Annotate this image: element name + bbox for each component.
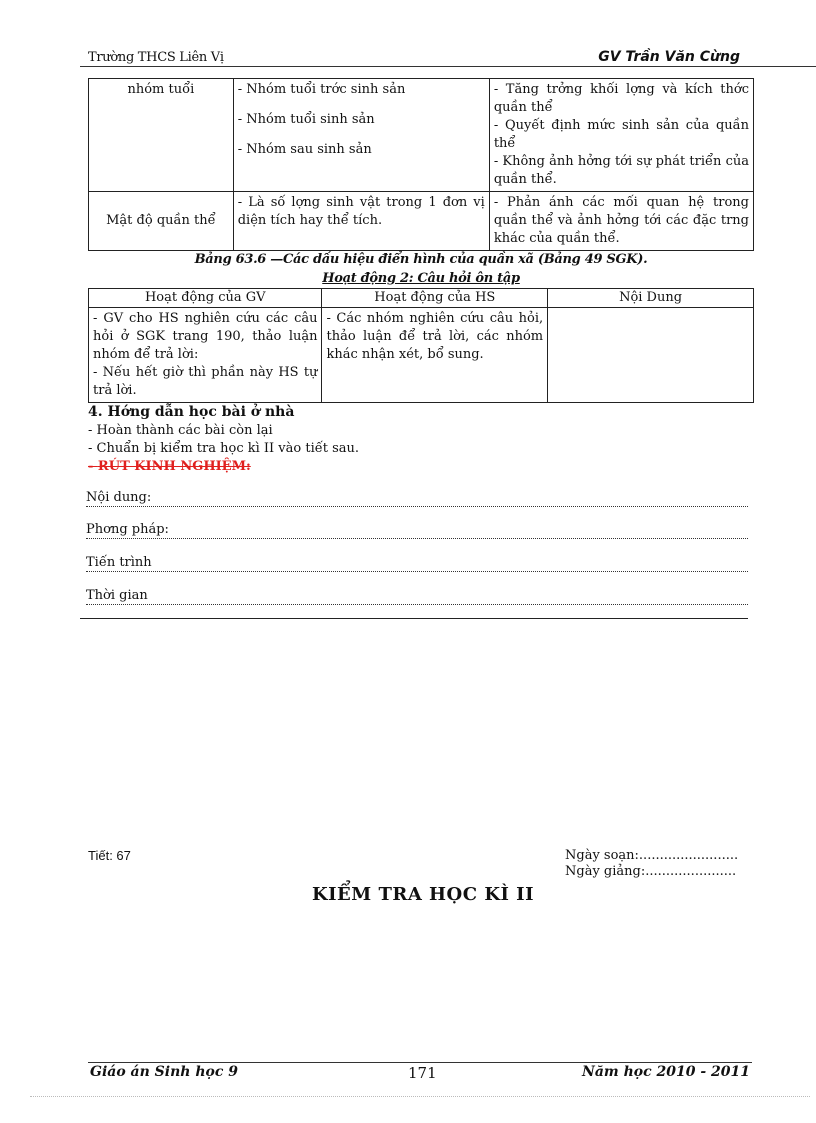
activity-heading: Hoạt động 2: Câu hỏi ôn tập (322, 271, 520, 286)
homework-heading: 4. Hớng dẫn học bài ở nhà (88, 404, 295, 420)
table-cell (233, 79, 489, 192)
activity-table (88, 288, 754, 403)
content-cell (548, 308, 754, 403)
table-cell (89, 192, 234, 251)
gv-cell (89, 308, 322, 403)
table-cell (89, 79, 234, 192)
table-row (89, 79, 754, 192)
table-caption: Bảng 63.6 —Các dấu hiệu điển hình của quần xã (Bảng 49 SGK). (194, 252, 648, 267)
homework-item: - Chuẩn bị kiểm tra học kì II vào tiết sau. (88, 441, 360, 456)
homework-item: - Hoàn thành các bài còn lại (88, 423, 273, 438)
row-label: Mật độ quần thể (106, 213, 216, 228)
note-line-method: Phơng pháp: (86, 522, 748, 539)
table-cell (233, 192, 489, 251)
cell-line: - Không ảnh hởng tới sự phát triển của quần thể. (493, 154, 749, 187)
table-row (89, 192, 754, 251)
cell-line: - Nhóm sau sinh sản (237, 142, 372, 157)
page-number: 171 (408, 1064, 437, 1082)
prep-date: Ngày soạn:........................ (565, 848, 739, 863)
header-teacher: GV Trần Văn Cừng (598, 49, 740, 65)
table-cell (489, 79, 753, 192)
cell-line: - Là số lợng sinh vật trong 1 đơn vị diện tích hay thể tích. (237, 195, 485, 228)
experience-heading: - RÚT KINH NGHIỆM: (88, 459, 251, 474)
section-divider (80, 618, 748, 619)
table-cell (489, 192, 753, 251)
header-divider (80, 66, 816, 67)
teach-date: Ngày giảng:...................... (565, 864, 737, 879)
header-school: Trường THCS Liên Vị (88, 50, 224, 65)
cell-line: - Nhóm tuổi sinh sản (237, 112, 375, 127)
footer-divider (88, 1062, 752, 1063)
note-line-time: Thời gian (86, 588, 748, 605)
lesson-title: KIỂM TRA HỌC KÌ II (311, 884, 534, 905)
page-bottom-border (30, 1096, 810, 1097)
cell-line: - GV cho HS nghiên cứu các câu hỏi ở SGK trang 190, thảo luận nhóm để trả lời: (93, 311, 318, 362)
table-header-row (89, 289, 754, 308)
population-traits-table (88, 78, 754, 251)
note-line-content: Nội dung: (86, 490, 748, 507)
cell-line: - Nếu hết giờ thì phần này HS tự trả lời. (93, 365, 318, 398)
hs-cell (322, 308, 548, 403)
header-hs: Hoạt động của HS (322, 289, 548, 308)
table-row (89, 308, 754, 403)
cell-line: - Các nhóm nghiên cứu câu hỏi, thảo luận để trả lời, các nhóm khác nhận xét, bổ sung. (326, 311, 544, 362)
header-content: Nội Dung (548, 289, 754, 308)
cell-line: - Phản ánh các mối quan hệ trong quần thể và ảnh hởng tới các đặc trng khác của quần thể. (493, 195, 749, 246)
lesson-number: Tiết: 67 (88, 848, 131, 863)
cell-line: - Nhóm tuổi trớc sinh sản (237, 82, 406, 97)
cell-line: - Quyết định mức sinh sản của quần thể (493, 118, 749, 151)
header-gv: Hoạt động của GV (89, 289, 322, 308)
cell-line: - Tăng trởng khối lợng và kích thớc quần thể (493, 82, 749, 115)
footer-subject: Giáo án Sinh học 9 (90, 1064, 238, 1080)
row-label: nhóm tuổi (127, 82, 195, 97)
note-line-process: Tiến trình (86, 555, 748, 572)
footer-year: Năm học 2010 - 2011 (582, 1064, 750, 1080)
